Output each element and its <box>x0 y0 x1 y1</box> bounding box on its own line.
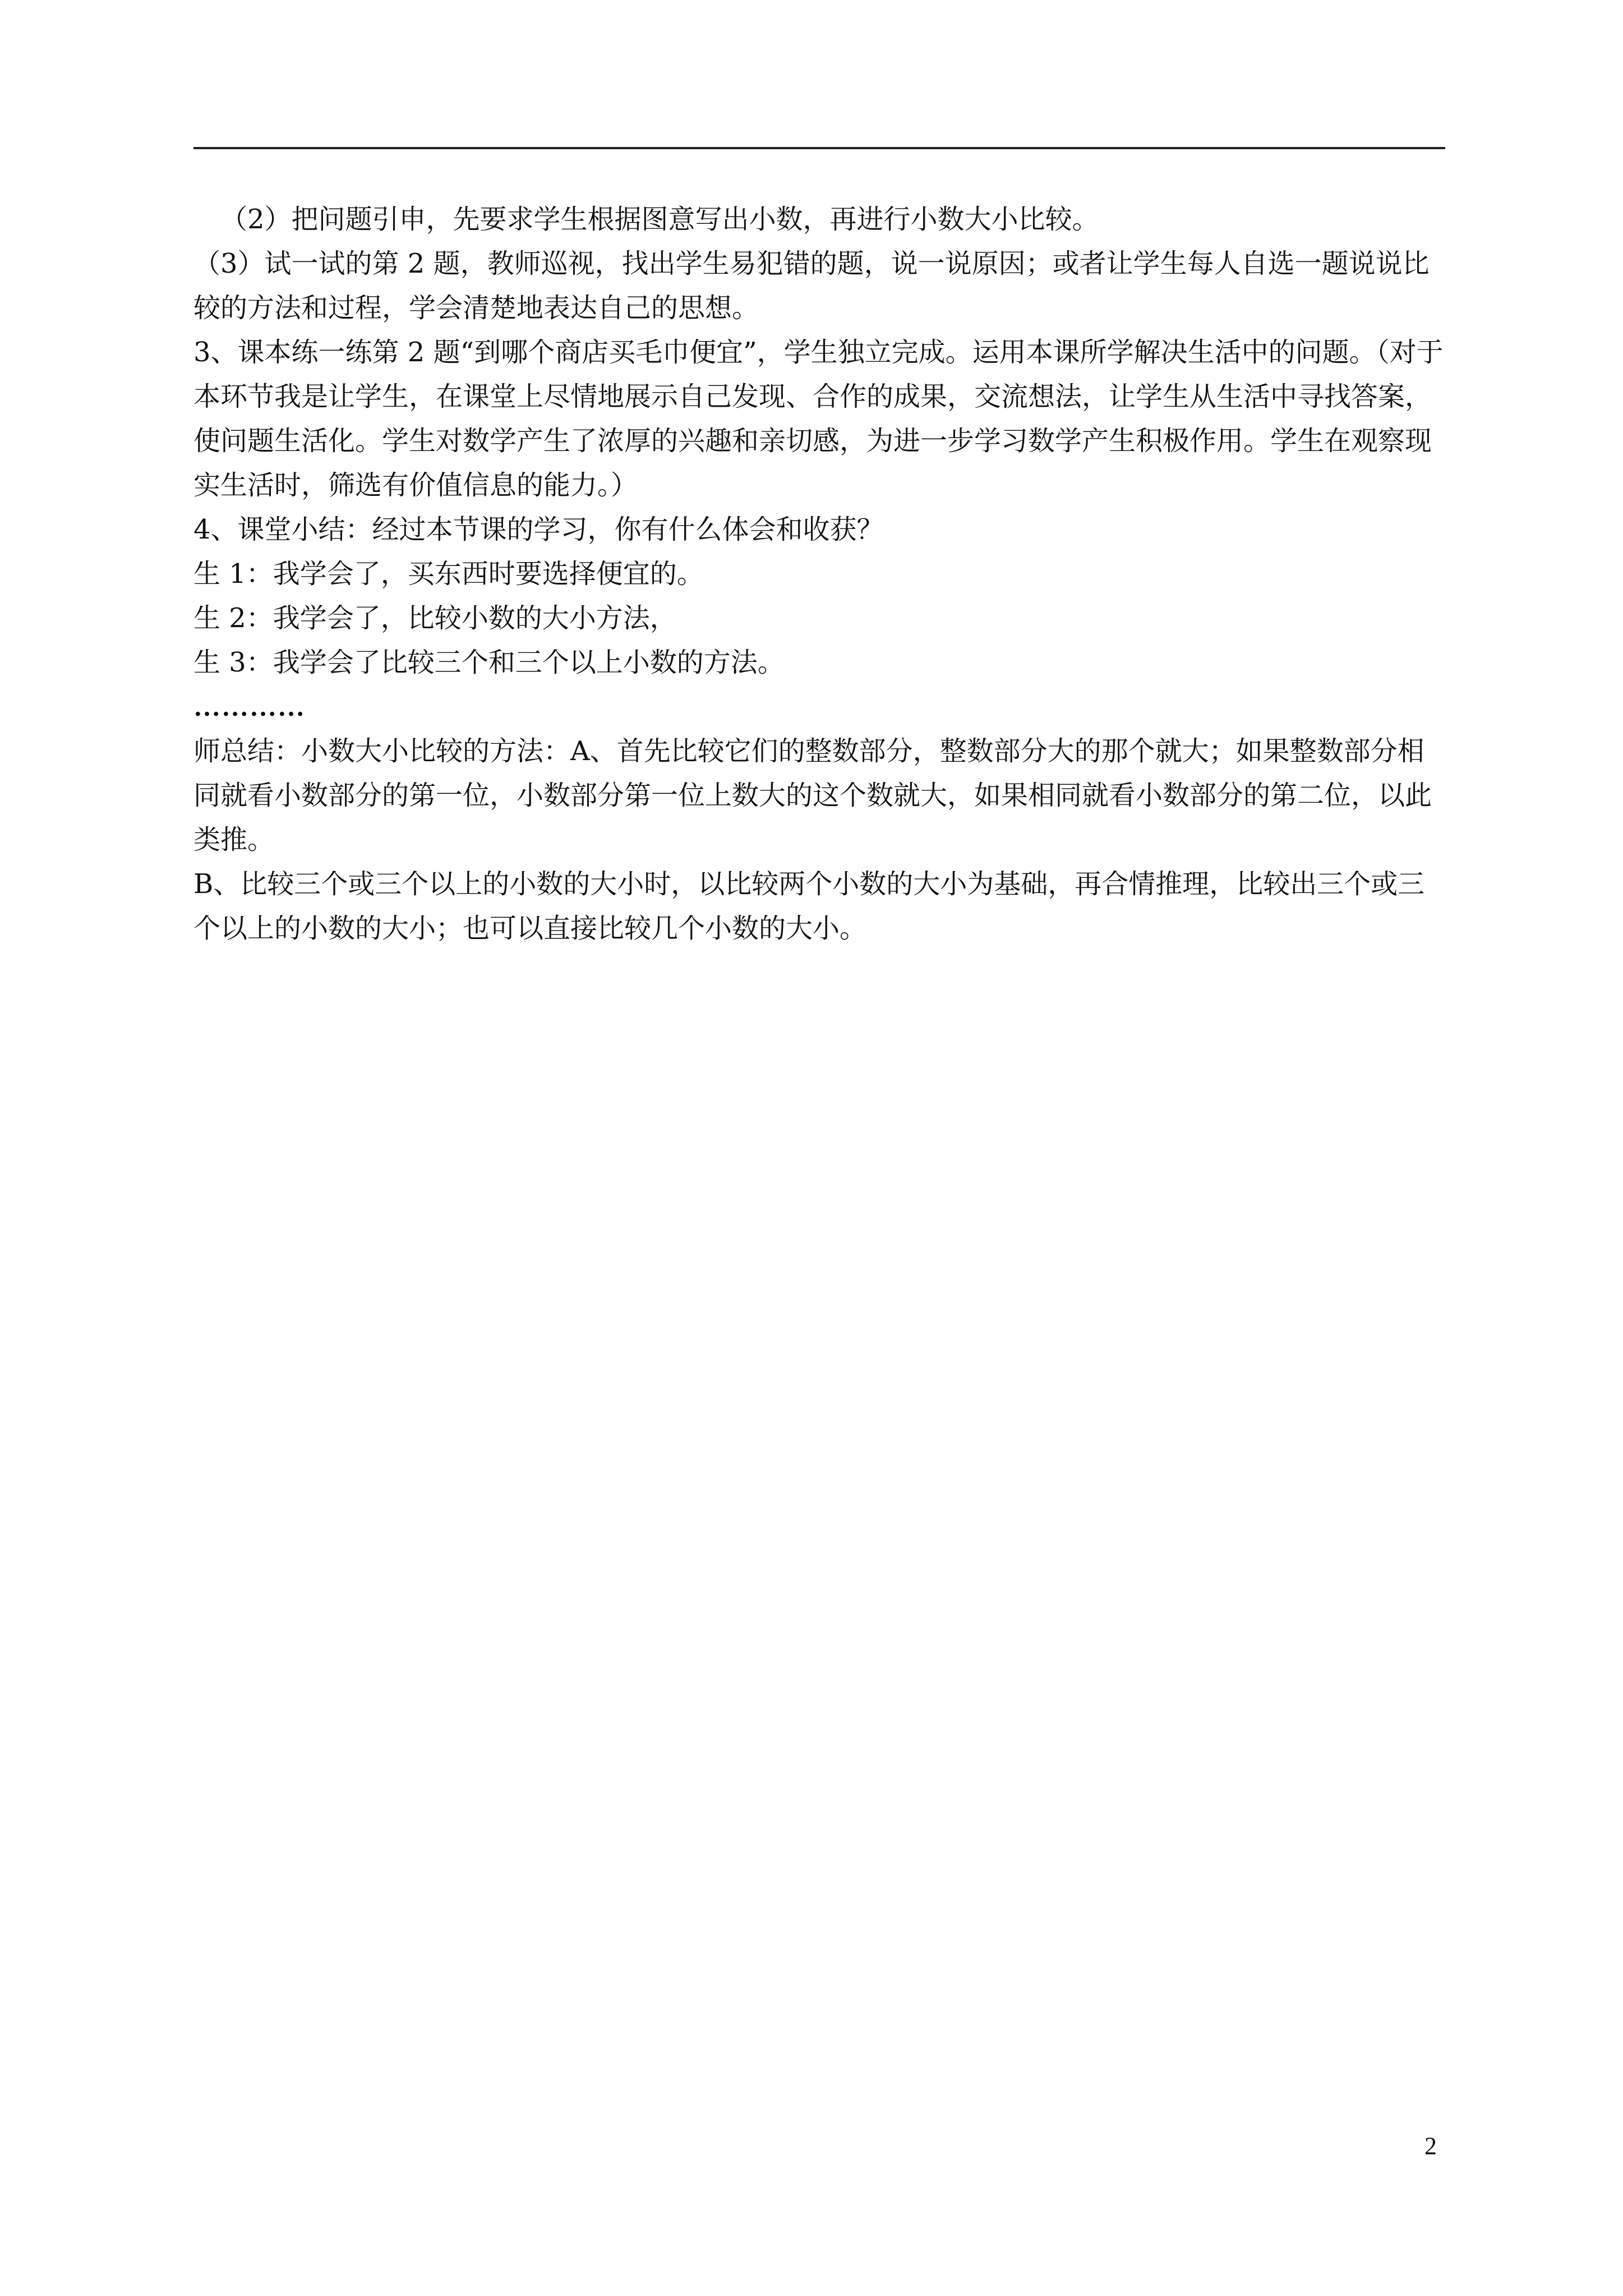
page-number: 2 <box>1424 2132 1437 2160</box>
paragraph-rule-b: B、比较三个或三个以上的小数的大小时，以比较两个小数的大小为基础，再合情推理，比较出三个或三个以上的小数的大小；也可以直接比较几个小数的大小。 <box>193 868 1425 944</box>
document-body <box>193 197 1445 951</box>
header-rule <box>193 147 1445 149</box>
paragraph-student-3: 生 3：我学会了比较三个和三个以上小数的方法。 <box>193 647 785 678</box>
paragraph-student-2: 生 2：我学会了，比较小数的大小方法， <box>193 602 677 634</box>
paragraph-student-1: 生 1：我学会了，买东西时要选择便宜的。 <box>193 558 704 590</box>
paragraph-3-try-it: （3）试一试的第 2 题，教师巡视，找出学生易犯错的题，说一说原因；或者让学生每人自选一题说说比较的方法和过程，学会清楚地表达自己的思想。 <box>193 248 1430 324</box>
paragraph-teacher-summary: 师总结：小数大小比较的方法：A、首先比较它们的整数部分，整数部分大的那个就大；如果整数部分相同就看小数部分的第一位，小数部分第一位上数大的这个数就大，如果相同就看小数部分的第二位，以此类推。 <box>193 735 1432 855</box>
ellipsis-line: ………… <box>193 692 306 722</box>
paragraph-class-summary: 4、课堂小结：经过本节课的学习，你有什么体会和收获？ <box>193 514 884 545</box>
paragraph-2-extension: （2）把问题引申，先要求学生根据图意写出小数，再进行小数大小比较。 <box>220 204 1099 235</box>
paragraph-textbook-practice: 3、课本练一练第 2 题“到哪个商店买毛巾便宜”，学生独立完成。运用本课所学解决生活中的问题。（对于本环节我是让学生，在课堂上尽情地展示自己发现、合作的成果，交流想法，让学生从生活中寻找答案，使问题生活化。学生对数学产生了浓厚的兴趣和亲切感，为进一步学习数学产生积极作用。学生在观察现实生活时，筛选有价值信息的能力。） <box>193 337 1444 501</box>
